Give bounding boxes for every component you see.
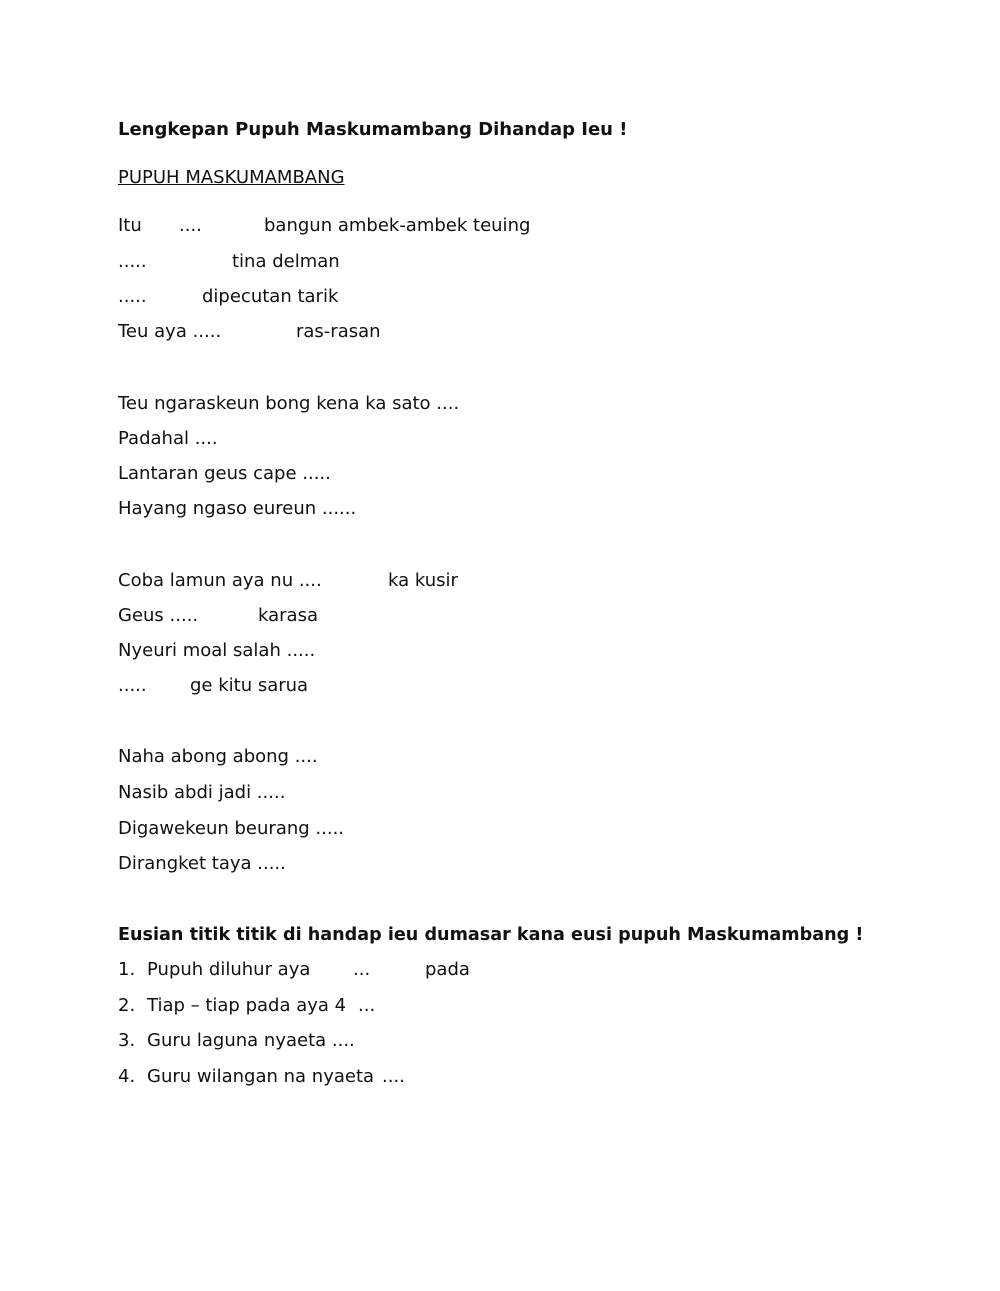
line-1-1-blank: .... [179,215,202,236]
line-2-2: Padahal .... [118,428,218,449]
line-3-2-part-2: karasa [258,605,318,626]
poem-title: PUPUH MASKUMAMBANG [118,167,345,188]
line-2-1: Teu ngaraskeun bong kena ka sato .... [118,393,460,414]
question-3-number: 3. [118,1030,136,1051]
line-1-1-part-2: bangun ambek-ambek teuing [264,215,531,236]
line-1-4-part-1: Teu aya ..... [118,321,222,342]
question-2-number: 2. [118,995,136,1016]
line-1-3-blank: ..... [118,286,147,307]
line-1-4-part-2: ras-rasan [296,321,381,342]
line-3-4-part: ge kitu sarua [190,675,309,696]
question-4-blank: .... [382,1066,405,1087]
question-2-blank: ... [358,995,376,1016]
question-2-text: Tiap – tiap pada aya 4 [147,995,347,1016]
line-3-2-part-1: Geus ..... [118,605,199,626]
questions-heading: Eusian titik titik di handap ieu dumasar kana eusi pupuh Maskumambang ! [118,925,864,945]
question-4-number: 4. [118,1066,136,1087]
question-1-blank: ... [353,959,371,980]
question-3-text: Guru laguna nyaeta .... [147,1030,355,1051]
question-1-number: 1. [118,959,136,980]
question-1-text: Pupuh diluhur aya [147,959,311,980]
line-4-2: Nasib abdi jadi ..... [118,782,286,803]
question-1-text-end: pada [425,959,470,980]
line-3-3: Nyeuri moal salah ..... [118,640,316,661]
line-4-4: Dirangket taya ..... [118,853,286,874]
worksheet-title: Lengkepan Pupuh Maskumambang Dihandap Ieu ! [118,119,628,140]
line-3-1-part-2: ka kusir [388,570,458,591]
line-1-2-part: tina delman [232,251,340,272]
line-4-3: Digawekeun beurang ..... [118,818,345,839]
line-1-1-part-1: Itu [118,215,142,236]
line-1-3-part: dipecutan tarik [202,286,339,307]
line-3-1-part-1: Coba lamun aya nu .... [118,570,322,591]
line-4-1: Naha abong abong .... [118,746,318,767]
line-2-4: Hayang ngaso eureun ...... [118,498,357,519]
line-2-3: Lantaran geus cape ..... [118,463,331,484]
line-1-2-blank: ..... [118,251,147,272]
line-3-4-blank: ..... [118,675,147,696]
question-4-text: Guru wilangan na nyaeta [147,1066,375,1087]
